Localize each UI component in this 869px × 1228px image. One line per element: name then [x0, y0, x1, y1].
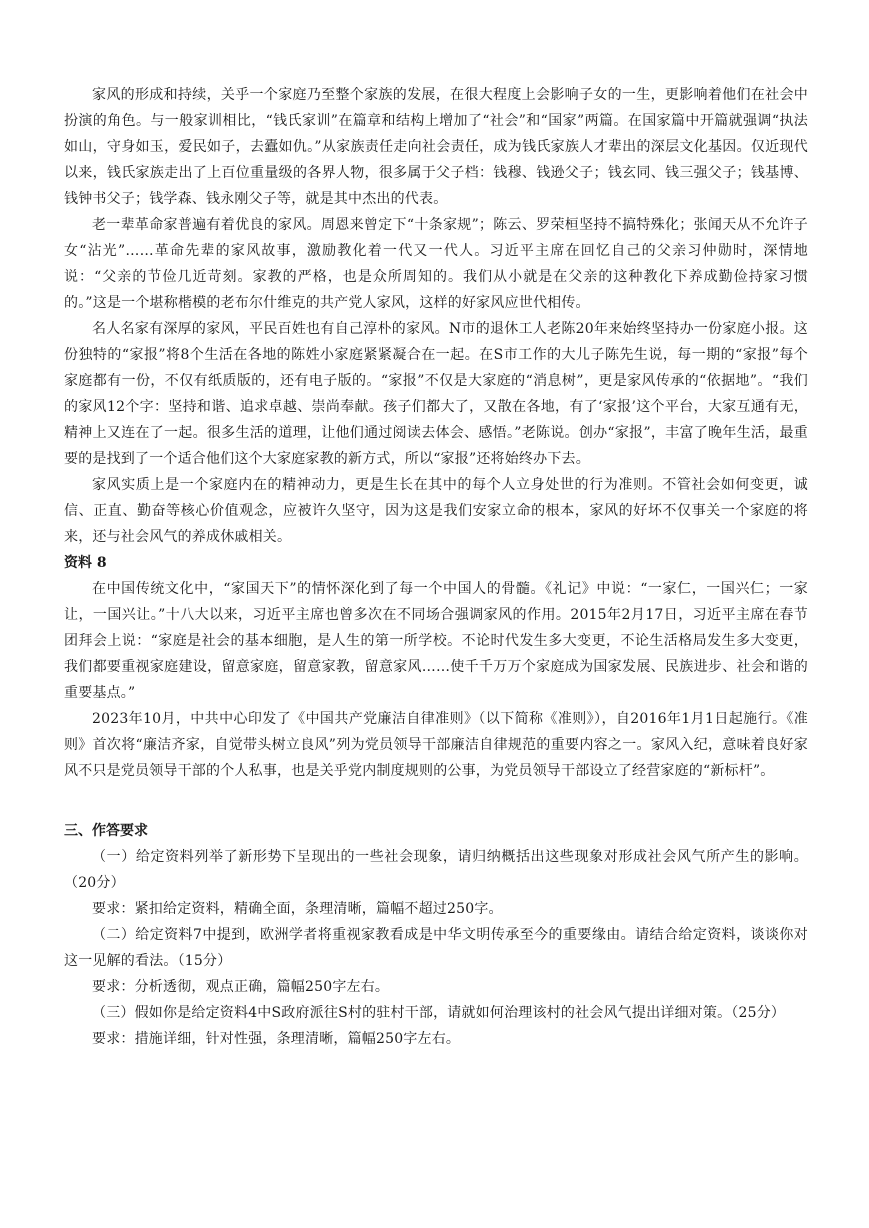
paragraph-family-spirit: 家风实质上是一个家庭内在的精神动力，更是生长在其中的每个人立身处世的行为准则。不管社会如何变更，诚信、正直、勤奋等核心价值观念，应被许久坚守，因为这是我们安家立命的根本，家风的好坏不仅事关一个家庭的将来，还与社会风气的养成休戚相关。 — [64, 477, 808, 545]
question-2: （二）给定资料7中提到，欧洲学者将重视家教看成是中华文明传承至今的重要缘由。请结合给定资料，谈谈你对这一见解的看法。（15分） — [64, 927, 808, 969]
question-2-requirement: 要求：分析透彻，观点正确，篇幅250字左右。 — [92, 979, 390, 995]
question-1-requirement: 要求：紧扣给定资料，精确全面，条理清晰，篇幅不超过250字。 — [92, 901, 503, 917]
document-page — [64, 82, 808, 1052]
requirements-heading: 三、作答要求 — [64, 823, 148, 839]
question-3-requirement: 要求：措施详细，针对性强，条理清晰，篇幅250字左右。 — [92, 1031, 461, 1047]
paragraph-integrity-rules: 2023年10月，中共中心印发了《中国共产党廉洁自律准则》（以下简称《准则》），自2016年1月1日起施行。《准则》首次将“廉洁齐家，自觉带头树立良风”列为党员领导干部廉洁自律规范的重要内容之一。家风入纪，意味着良好家风不只是党员领导干部的个人私事，也是关乎党内制度规则的公事，为党员领导干部设立了经营家庭的“新标杆”。 — [64, 711, 808, 779]
paragraph-revolutionary-family: 老一辈革命家普遍有着优良的家风。周恩来曾定下“十条家规”；陈云、罗荣桓坚持不搞特殊化；张闻天从不允许子女“沾光”……革命先辈的家风故事，激励教化着一代又一代人。习近平主席在回忆自己的父亲习仲勋时，深情地说：“父亲的节俭几近苛刻。家教的严格，也是众所周知的。我们从小就是在父亲的这种教化下养成勤俭持家习惯的。”这是一个堪称楷模的老布尔什维克的共产党人家风，这样的好家风应世代相传。 — [64, 217, 808, 311]
question-3: （三）假如你是给定资料4中S政府派往S村的驻村干部，请就如何治理该村的社会风气提出详细对策。（25分） — [92, 1005, 786, 1021]
paragraph-family-nation: 在中国传统文化中，“家国天下”的情怀深化到了每一个中国人的骨髓。《礼记》中说：“一家仁，一国兴仁；一家让，一国兴让。”十八大以来，习近平主席也曾多次在不同场合强调家风的作用。2015年2月17日，习近平主席在春节团拜会上说：“家庭是社会的基本细胞，是人生的第一所学校。不论时代发生多大变更，不论生活格局发生多大变更，我们都要重视家庭建设，留意家庭，留意家教，留意家风……使千千万万个家庭成为国家发展、民族进步、社会和谐的重要基点。” — [64, 581, 808, 701]
paragraph-family-newspaper: 名人名家有深厚的家风，平民百姓也有自己淳朴的家风。N市的退休工人老陈20年来始终坚持办一份家庭小报。这份独特的“家报”将8个生活在各地的陈姓小家庭紧紧凝合在一起。在S市工作的大儿子陈先生说，每一期的“家报”每个家庭都有一份，不仅有纸质版的，还有电子版的。“家报”不仅是大家庭的“消息树”，更是家风传承的“依据地”。“我们的家风12个字：坚持和谐、追求卓越、崇尚奉献。孩子们都大了，又散在各地，有了‘家报’这个平台，大家互通有无，精神上又连在了一起。很多生活的道理，让他们通过阅读去体会、感悟。”老陈说。创办“家报”，丰富了晚年生活，最重要的是找到了一个适合他们这个大家庭家教的新方式，所以“家报”还将始终办下去。 — [64, 321, 808, 467]
question-1: （一）给定资料列举了新形势下呈现出的一些社会现象，请归纳概括出这些现象对形成社会风气所产生的影响。（20分） — [64, 849, 808, 891]
material-8-heading: 资料 8 — [64, 555, 107, 571]
paragraph-qian-family: 家风的形成和持续，关乎一个家庭乃至整个家族的发展，在很大程度上会影响子女的一生，更影响着他们在社会中扮演的角色。与一般家训相比，“钱氏家训”在篇章和结构上增加了“社会”和“国家”两篇。在国家篇中开篇就强调“执法如山，守身如玉，爱民如子，去蠹如仇。”从家族责任走向社会责任，成为钱氏家族人才辈出的深层文化基因。仅近现代以来，钱氏家族走出了上百位重量级的各界人物，很多属于父子档：钱穆、钱逊父子；钱玄同、钱三强父子；钱基博、钱钟书父子；钱学森、钱永刚父子等，就是其中杰出的代表。 — [64, 87, 808, 207]
